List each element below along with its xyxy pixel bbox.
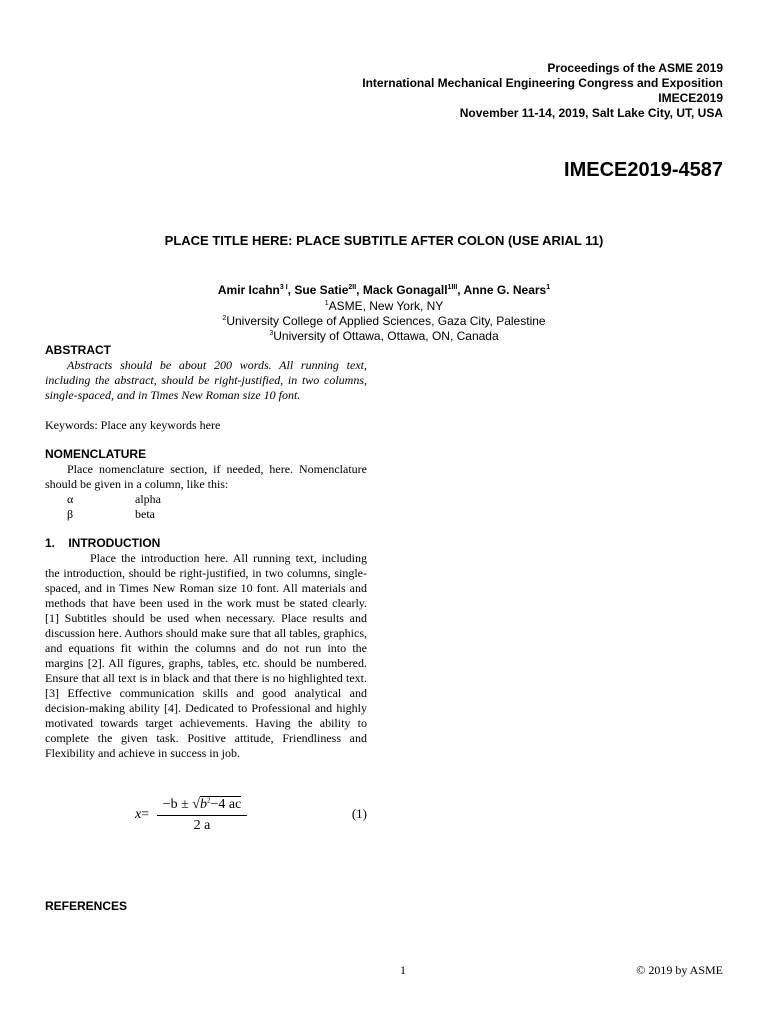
page-number: 1 <box>400 963 406 977</box>
author-superscript: 1 <box>546 284 551 291</box>
author-superscript: 1III <box>447 284 458 291</box>
author-name: Mack Gonagall <box>362 283 448 297</box>
equation-lhs: x= <box>135 807 150 822</box>
author-name: Anne G. Nears <box>463 283 547 297</box>
left-column <box>45 343 367 761</box>
nomenclature-text: Place nomenclature section, if needed, here. Nomenclature should be given in a column, like this: <box>45 462 367 491</box>
author-superscript: 2II <box>348 284 357 291</box>
author-name: Amir Icahn <box>217 283 280 297</box>
affiliation-text: ASME, New York, NY <box>328 299 444 313</box>
author-name: Sue Satie <box>294 283 349 297</box>
equation-denominator: 2 a <box>193 818 211 833</box>
author-list <box>0 283 768 298</box>
affiliation-text: University College of Applied Sciences, Gaza City, Palestine <box>226 314 546 328</box>
keywords-line: Keywords: Place any keywords here <box>45 418 221 432</box>
affiliation <box>0 329 768 344</box>
introduction-text: Place the introduction here. All running text, including the introduction, should be right-justified, in two columns, single-spaced, and in Times New Roman size 10 font. All materials and methods that have been used in the work must be stated clearly. [1] Subtitles should be used when necessary. Place results and discussion here. Authors should make sure that all tables, graphics, and equations fit within the columns and do not run into the margins [2]. All figures, graphs, tables, etc. should be numbered. Ensure that all text is in black and that there is no highlighted text. [3] Effective communication skills and good analytical and decision-making ability [4]. Dedicated to Professional and highly motivated towards target achievements. Having the ability to complete the given task. Positive attitude, Friendliness and Flexibility and achieve in success in job. <box>45 551 367 760</box>
proceedings-line: IMECE2019 <box>658 91 723 105</box>
equation-1 <box>135 796 367 836</box>
equation-radicand: $b^2-4$ ac <box>199 796 242 812</box>
authors-block <box>0 283 768 344</box>
references-heading: REFERENCES <box>45 899 128 913</box>
proceedings-line: Proceedings of the ASME 2019 <box>547 61 723 75</box>
author-separator: , <box>457 283 464 297</box>
equation-number: (1) <box>351 806 367 821</box>
abstract-text: Abstracts should be about 200 words. All running text, including the abstract, should be right-justified, in two columns, single-spaced, and in Times New Roman size 10 font. <box>45 358 367 402</box>
paper-title: PLACE TITLE HERE: PLACE SUBTITLE AFTER COLON (USE ARIAL 11) <box>164 233 604 248</box>
nomenclature-symbol: β <box>67 507 74 521</box>
nomenclature-meaning: beta <box>135 507 155 521</box>
copyright-notice: © 2019 by ASME <box>636 963 723 977</box>
affiliation-superscript: 1 <box>324 300 329 307</box>
author-separator: , <box>356 283 363 297</box>
affiliation <box>0 314 768 329</box>
affiliation-text: University of Ottawa, Ottawa, ON, Canada <box>273 329 499 343</box>
nomenclature-meaning: alpha <box>135 492 161 506</box>
nomenclature-symbol: α <box>67 492 74 506</box>
fraction-bar <box>157 815 247 816</box>
author-superscript: 3 I <box>279 284 288 291</box>
nomenclature-heading: NOMENCLATURE <box>45 447 147 461</box>
proceedings-line: International Mechanical Engineering Congress and Exposition <box>362 76 723 90</box>
paper-id: IMECE2019-4587 <box>564 159 723 181</box>
abstract-heading: ABSTRACT <box>45 343 111 357</box>
proceedings-header <box>362 61 723 121</box>
affiliation <box>0 299 768 314</box>
nomenclature-item <box>45 492 367 507</box>
equation-numerator: $-b \pm √b^2-4$ ac <box>162 796 242 812</box>
proceedings-line: November 11-14, 2019, Salt Lake City, UT, USA <box>459 106 723 120</box>
affiliation-superscript: 3 <box>269 330 274 337</box>
nomenclature-item <box>45 507 367 522</box>
introduction-heading: 1. INTRODUCTION <box>45 536 161 550</box>
equation-fraction <box>157 796 247 834</box>
author-separator: , <box>287 283 295 297</box>
affiliation-superscript: 2 <box>222 315 227 322</box>
